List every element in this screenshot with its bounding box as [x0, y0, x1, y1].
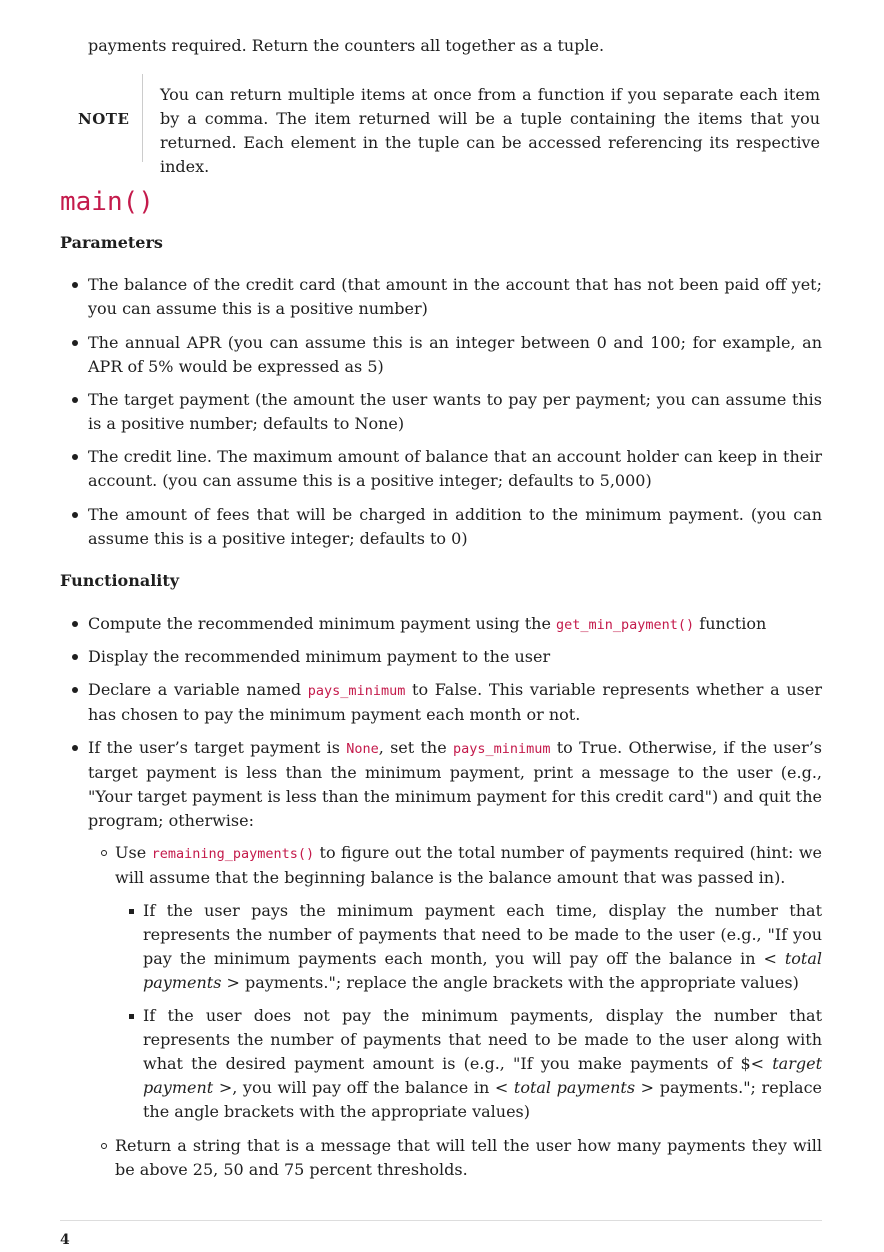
bullet-icon [72, 454, 78, 460]
note-divider [142, 74, 143, 162]
code-get-min-payment: get_min_payment() [556, 617, 695, 633]
functionality-item: Compute the recommended minimum payment using the get_min_payment() function [88, 614, 767, 633]
functionality-item: If the user’s target payment is None, set the pays_minimum to True. Otherwise, if the user’s target payment is less than the minimum payment, print a message to the user (e.g., "Your target payment is less than the minimum payment for this credit card") and quit the program; otherwise: [88, 738, 823, 830]
bullet-icon [72, 340, 78, 346]
bullet-icon [72, 282, 78, 288]
note-text: You can return multiple items at once from a function if you separate each item by a comma. The item returned will be a tuple containing the items that you returned. Each element in the tuple can be accessed referencing its respective index. [160, 85, 820, 176]
bullet-icon [72, 654, 78, 660]
bullet-icon [72, 621, 78, 627]
intro-text: payments required. Return the counters all together as a tuple. [88, 36, 605, 55]
code-pays-minimum: pays_minimum [452, 741, 551, 757]
parameter-item: The target payment (the amount the user wants to pay per payment; you can assume this is a positive number; defaults to None) [88, 390, 822, 433]
functionality-item: Declare a variable named pays_minimum to False. This variable represents whether a user has chosen to pay the minimum payment each month or not. [88, 680, 823, 724]
section-heading-main: main() [60, 187, 154, 217]
bullet-icon [72, 397, 78, 403]
bullet-icon [72, 745, 78, 751]
parameter-item: The amount of fees that will be charged in addition to the minimum payment. (you can assume this is a positive integer; defaults to 0) [88, 505, 822, 548]
functionality-subitem: Use remaining_payments() to figure out the total number of payments required (hint: we will assume that the beginning balance is the balance amount that was passed in). [115, 843, 822, 887]
square-bullet-icon [129, 1014, 134, 1019]
functionality-subsubitem: If the user pays the minimum payment each time, display the number that represents the number of payments that need to be made to the user (e.g., "If you pay the minimum payments each month, you will pay off the balance in < total payments > payments."; replace the angle brackets with the appropriate values) [143, 901, 822, 992]
sub-bullet-icon [101, 1143, 107, 1149]
note-label: NOTE [78, 110, 130, 128]
code-pays-minimum: pays_minimum [307, 683, 406, 699]
code-remaining-payments: remaining_payments() [151, 846, 315, 862]
footer-divider [60, 1220, 822, 1221]
parameter-item: The credit line. The maximum amount of balance that an account holder can keep in their account. (you can assume this is a positive integer; defaults to 5,000) [88, 447, 822, 490]
square-bullet-icon [129, 909, 134, 914]
note-box [60, 74, 822, 176]
functionality-heading: Functionality [60, 571, 180, 590]
parameter-item: The balance of the credit card (that amount in the account that has not been paid off yet; you can assume this is a positive number) [88, 275, 822, 318]
code-none: None [346, 741, 379, 757]
sub-bullet-icon [101, 850, 107, 856]
page-number: 4 [60, 1232, 70, 1248]
bullet-icon [72, 512, 78, 518]
parameters-heading: Parameters [60, 233, 163, 252]
functionality-subitem: Return a string that is a message that will tell the user how many payments they will be above 25, 50 and 75 percent thresholds. [115, 1136, 822, 1179]
functionality-item: Display the recommended minimum payment to the user [88, 647, 551, 666]
parameter-item: The annual APR (you can assume this is an integer between 0 and 100; for example, an APR of 5% would be expressed as 5) [88, 333, 822, 376]
bullet-icon [72, 687, 78, 693]
functionality-subsubitem: If the user does not pay the minimum payments, display the number that represents the number of payments that need to be made to the user along with what the desired payment amount is (e.g., "If you make payments of $< target payment >, you will pay off the balance in < total payments > payments."; replace the angle brackets with the appropriate values) [143, 1006, 822, 1121]
